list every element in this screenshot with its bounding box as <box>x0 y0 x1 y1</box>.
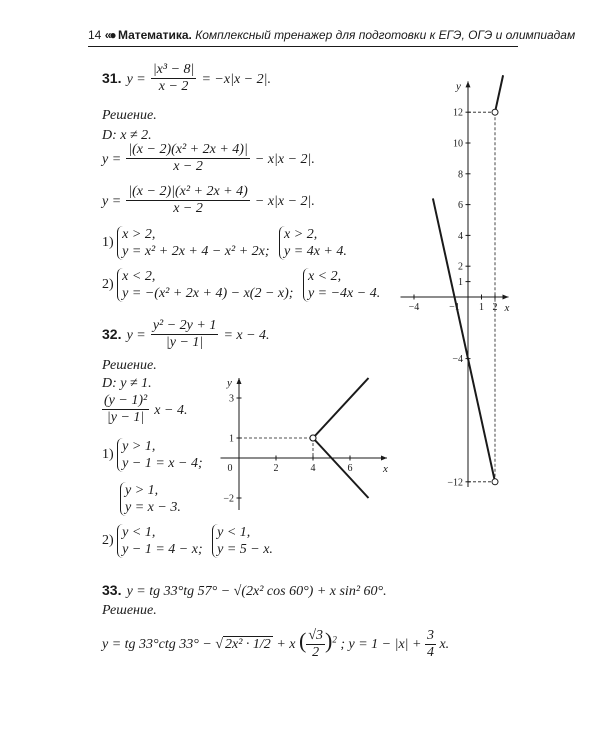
problem-32-number: 32. <box>102 326 122 342</box>
open-point <box>492 109 498 115</box>
y-axis-label: y <box>456 80 461 93</box>
x-tick-label: 1 <box>479 302 484 313</box>
y-tick-label: −2 <box>223 493 234 505</box>
problem-31-case-2: 2) x < 2, y = −(x² + 2x + 4) − x(2 − x); x < 2, y = −4x − 4. <box>102 269 381 301</box>
y-tick-label: 8 <box>458 169 463 181</box>
page-header <box>88 28 575 42</box>
problem-31-statement: 31. y = $\frac{\text{|x³ − 8|}}{x - 2}$ = −x|x − 2|. <box>102 62 271 94</box>
series-line-1 <box>313 378 369 438</box>
problem-33-statement: 33. y = tg 33°tg 57° − √(2x² cos 60°) + x sin² 60°. <box>102 582 387 599</box>
x-axis-arrow-icon <box>381 456 387 461</box>
y-tick-label: −12 <box>447 477 463 487</box>
graph-32-plot <box>221 377 389 510</box>
problem-32-solution-label: Решение. <box>102 358 157 373</box>
open-point <box>492 479 498 485</box>
series-line-2 <box>310 438 369 498</box>
problem-32-statement: 32. y = $\frac{\text{y² − 2y + 1}}{|y - 1|}$ = x − 4. <box>102 318 270 350</box>
y-axis-label: y <box>227 377 232 389</box>
x-tick-label: 6 <box>347 463 353 474</box>
y-tick-label: 3 <box>229 393 234 405</box>
problem-31-number: 31. <box>102 70 122 86</box>
graph-31-plot <box>401 75 510 487</box>
y-tick-label: 12 <box>453 107 463 119</box>
y-tick-label: −4 <box>452 354 463 366</box>
problem-32-case-1a: 1) y > 1, y − 1 = x − 4; <box>102 439 203 471</box>
problem-32-case-1b: y > 1, y = x − 3. <box>120 482 181 516</box>
y-tick-label: 1 <box>229 433 234 445</box>
y-tick-label: 2 <box>458 261 463 273</box>
x-tick-label: −4 <box>408 302 420 313</box>
y-tick-label: 4 <box>458 230 463 242</box>
series-line-1 <box>433 198 495 481</box>
problem-33-line-2: y = tg 33°ctg 33° − √ 2x² · 1/2 + x ( $\frac{√3}{2}$ )$^2$ ; y = 1 − |x| + $\frac{3}{4}$ x. <box>102 628 450 661</box>
x-axis-label: x <box>383 463 388 475</box>
x-axis-arrow-icon <box>503 295 509 300</box>
problem-31-line-2: y = $\frac{\text{|(x − 2)(x² + 2x + 4)|}}{x - 2}$ − x|x − 2|. <box>102 142 315 174</box>
problem-33-number: 33. <box>102 582 122 598</box>
header-logo-icon: «● <box>104 28 115 42</box>
x-tick-label: 2 <box>273 463 279 474</box>
problem-32-line-2: $\frac{\text{(y − 1)²}}{|y - 1|}$ x − 4. <box>104 393 188 425</box>
x-tick-label: 2 <box>492 302 498 313</box>
y-axis-arrow-icon <box>237 378 242 384</box>
series-line-2 <box>495 75 503 112</box>
book-subtitle: Комплексный тренажер для подготовки к ЕГЭ, ОГЭ и олимпиадам <box>195 28 576 42</box>
book-title: Математика. <box>117 28 192 42</box>
open-point <box>310 435 316 441</box>
header-rule <box>88 46 518 47</box>
problem-32-case-2: 2) y < 1, y − 1 = 4 − x; y < 1, y = 5 − x. <box>102 525 273 557</box>
y-tick-label: 6 <box>458 200 463 212</box>
problem-31-case-1: 1) x > 2, y = x² + 2x + 4 − x² + 2x; x > 2, y = 4x + 4. <box>102 227 347 259</box>
x-axis-label: x <box>504 302 510 314</box>
x-tick-label: 0 <box>227 463 233 474</box>
x-tick-label: 4 <box>310 463 316 474</box>
graph-32 <box>215 370 415 510</box>
x-tick-label: −1 <box>449 302 460 313</box>
radical-sign: √ <box>215 637 223 652</box>
y-axis-arrow-icon <box>466 81 471 87</box>
problem-31-line-3: y = $\frac{\text{|(x − 2)|(x² + 2x + 4)}}{x - 2}$ − x|x − 2|. <box>102 184 315 216</box>
y-tick-label: 1 <box>458 277 463 289</box>
y-tick-label: 10 <box>453 138 463 150</box>
problem-32-domain: D: y ≠ 1. <box>102 376 152 391</box>
problem-31-domain: D: x ≠ 2. <box>102 128 152 143</box>
problem-31-solution-label: Решение. <box>102 108 157 123</box>
page-number: 14 <box>88 28 102 42</box>
problem-33-solution-label: Решение. <box>102 603 157 618</box>
